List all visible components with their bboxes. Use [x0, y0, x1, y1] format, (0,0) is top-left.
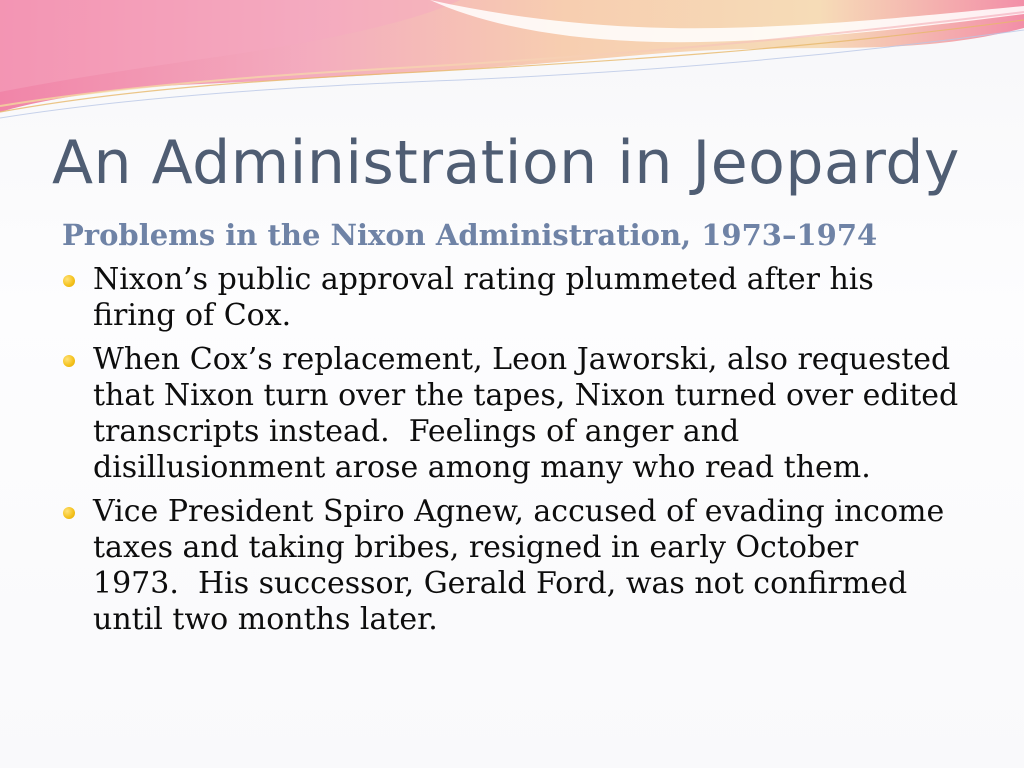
bullet-dot-icon — [63, 507, 75, 519]
bullet-dot-icon — [63, 355, 75, 367]
bullet-text: When Cox’s replacement, Leon Jaworski, also requested that Nixon turn over the tapes, Nixon turned over edited transcripts instead. Feelings of anger and disillusionment arose among many who read them. — [93, 342, 959, 485]
bullet-text: Vice President Spiro Agnew, accused of evading income taxes and taking bribes, resigned in early October 1973. His successor, Gerald Ford, was not confirmed until two months later. — [93, 494, 945, 637]
bullet-item — [62, 494, 962, 638]
bullet-list — [62, 262, 962, 646]
slide-title: An Administration in Jeopardy — [52, 128, 960, 198]
decorative-wave-banner — [0, 0, 1024, 130]
bullet-dot-icon — [63, 275, 75, 287]
bullet-item — [62, 262, 962, 334]
bullet-item — [62, 342, 962, 486]
bullet-text: Nixon’s public approval rating plummeted after his firing of Cox. — [93, 262, 874, 333]
slide-subtitle: Problems in the Nixon Administration, 1973–1974 — [62, 218, 878, 252]
